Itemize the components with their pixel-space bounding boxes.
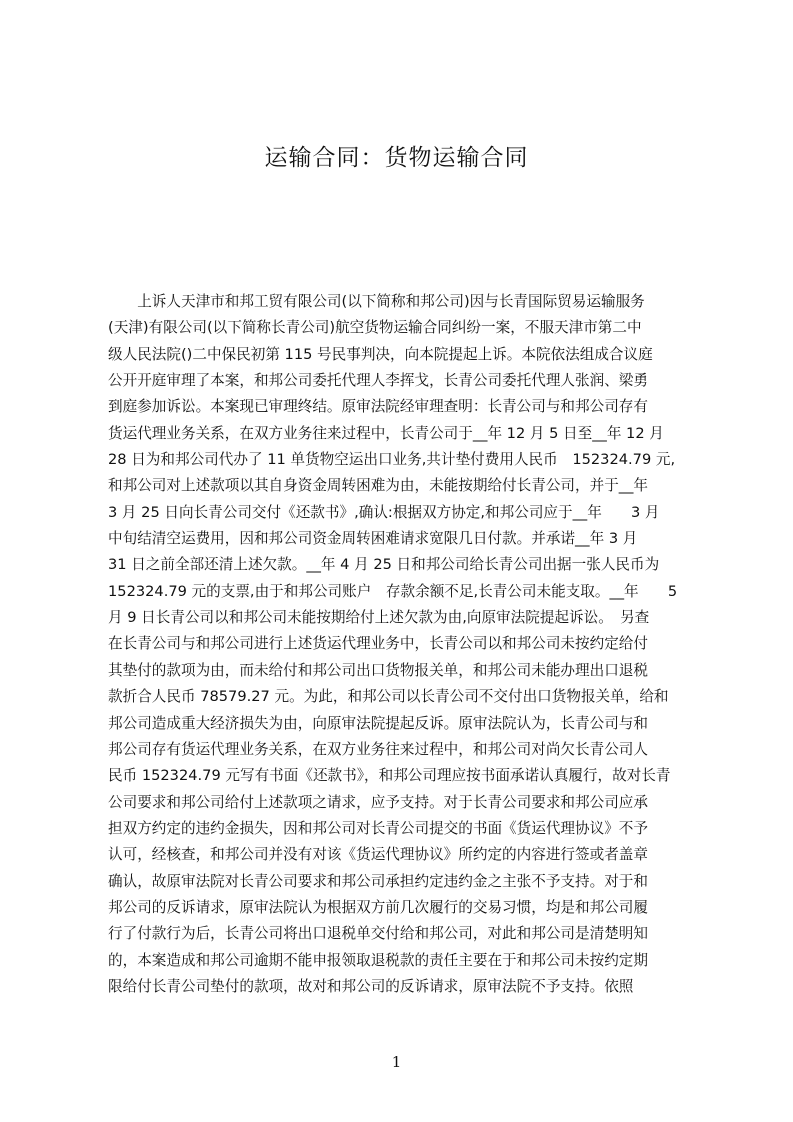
document-title: 运输合同：货物运输合同 [264,145,529,171]
paragraph-line: 邦公司的反诉请求，原审法院认为根据双方前几次履行的交易习惯，均是和邦公司履 [108,898,648,916]
paragraph-line: 货运代理业务关系，在双方业务往来过程中，长青公司于__年 12 月 5 日至__年 12 月 [108,424,664,442]
paragraph-line: 认可，经核查，和邦公司并没有对该《货运代理协议》所约定的内容进行签或者盖章 [108,846,648,864]
page-number: 1 [391,1053,402,1071]
paragraph-line: 行了付款行为后，长青公司将出口退税单交付给和邦公司，对此和邦公司是清楚明知 [108,925,648,943]
paragraph-line: 款折合人民币 78579.27 元。为此，和邦公司以长青公司不交付出口货物报关单，给和 [108,688,669,706]
paragraph-line: 担双方约定的违约金损失，因和邦公司对长青公司提交的书面《货运代理协议》不予 [108,819,648,837]
paragraph-line: 3 月 25 日向长青公司交付《还款书》,确认:根据双方协定,和邦公司应于__年 3 月 [108,503,660,521]
paragraph-line: 152324.79 元的支票,由于和邦公司账户 存款余额不足,长青公司未能支取。__年 5 [108,582,678,600]
paragraph-line: 的，本案造成和邦公司逾期不能申报领取退税款的责任主要在于和邦公司未按约定期 [108,951,648,969]
paragraph-line: 和邦公司对上述款项以其自身资金周转困难为由，未能按期给付长青公司，并于__年 [108,477,648,495]
paragraph-line: (天津)有限公司(以下简称长青公司)航空货物运输合同纠纷一案，不服天津市第二中 [108,319,642,337]
paragraph-line: 邦公司存有货运代理业务关系，在双方业务往来过程中，和邦公司对尚欠长青公司人 [108,740,648,758]
paragraph-line: 民币 152324.79 元写有书面《还款书》，和邦公司理应按书面承诺认真履行，故对长青 [108,767,671,785]
paragraph-line: 月 9 日长青公司以和邦公司未能按期给付上述欠款为由,向原审法院提起诉讼。 另查 [108,609,650,627]
paragraph-line: 28 日为和邦公司代办了 11 单货物空运出口业务,共计垫付费用人民币 152324.79 元, [108,451,676,469]
paragraph-line: 公开开庭审理了本案，和邦公司委托代理人李挥戈，长青公司委托代理人张润、梁勇 [108,372,648,390]
paragraph-line: 确认，故原审法院对长青公司要求和邦公司承担约定违约金之主张不予支持。对于和 [108,872,648,890]
paragraph-line: 邦公司造成重大经济损失为由，向原审法院提起反诉。原审法院认为，长青公司与和 [108,714,648,732]
paragraph-line: 公司要求和邦公司给付上述款项之请求，应予支持。对于长青公司要求和邦公司应承 [108,793,648,811]
paragraph-line: 级人民法院()二中保民初第 115 号民事判决，向本院提起上诉。本院依法组成合议庭 [108,345,653,363]
paragraph-line: 31 日之前全部还清上述欠款。__年 4 月 25 日和邦公司给长青公司出据一张人民币为 [108,556,660,574]
document-body [108,289,793,1000]
paragraph-line: 在长青公司与和邦公司进行上述货运代理业务中，长青公司以和邦公司未按约定给付 [108,635,648,653]
paragraph-line: 限给付长青公司垫付的款项，故对和邦公司的反诉请求，原审法院不予支持。依照 [108,977,634,995]
paragraph-line: 其垫付的款项为由，而未给付和邦公司出口货物报关单，和邦公司未能办理出口退税 [108,661,648,679]
paragraph-line: 上诉人天津市和邦工贸有限公司(以下简称和邦公司)因与长青国际贸易运输服务 [108,293,645,310]
paragraph-line: 中旬结清空运费用，因和邦公司资金周转困难请求宽限几日付款。并承诺__年 3 月 [108,530,638,548]
paragraph-line: 到庭参加诉讼。本案现已审理终结。原审法院经审理查明：长青公司与和邦公司存有 [108,398,648,416]
